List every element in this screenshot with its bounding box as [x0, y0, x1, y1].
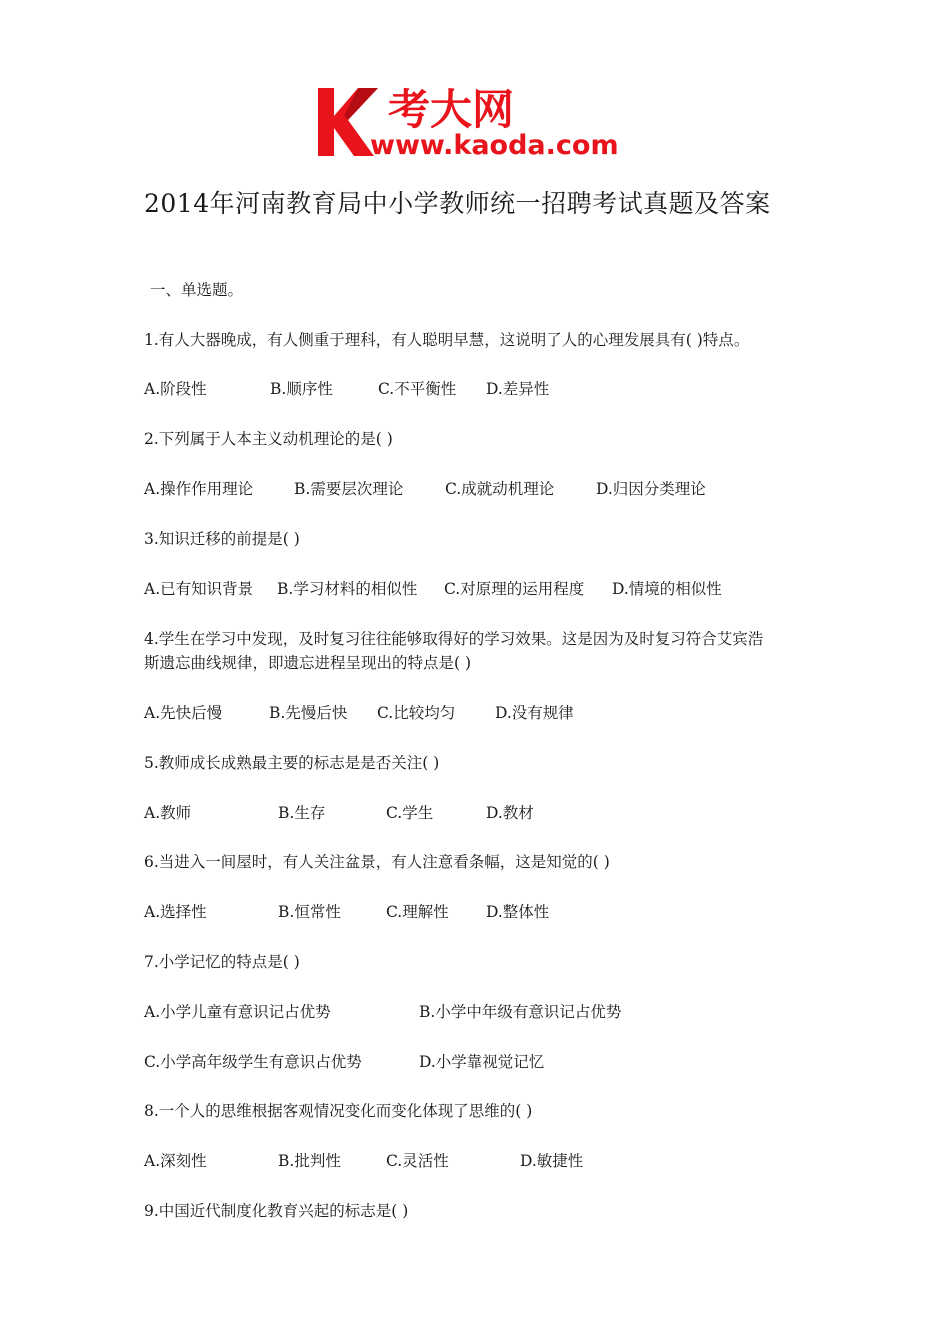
option-b: B.小学中年级有意识记占优势 [419, 1003, 622, 1021]
question-6: 6.当进入一间屋时，有人关注盆景，有人注意看条幅，这是知觉的( ) [144, 853, 610, 871]
option-d: D.归因分类理论 [596, 480, 706, 498]
question-4-line-1: 4.学生在学习中发现，及时复习往往能够取得好的学习效果。这是因为及时复习符合艾宾浩 [144, 630, 764, 648]
option-d: D.整体性 [486, 903, 550, 921]
option-a: A.操作作用理论 [144, 480, 254, 498]
option-d: D.没有规律 [495, 704, 574, 722]
page-title: 2014年河南教育局中小学教师统一招聘考试真题及答案 [144, 189, 771, 218]
option-c: C.比较均匀 [377, 704, 456, 722]
option-d: D.教材 [486, 804, 534, 822]
option-a: A.教师 [144, 804, 192, 822]
option-b: B.顺序性 [270, 380, 333, 398]
question-9: 9.中国近代制度化教育兴起的标志是( ) [144, 1202, 409, 1220]
section-heading: 一、单选题。 [150, 281, 244, 299]
option-d: D.差异性 [486, 380, 550, 398]
question-4-line-2: 斯遗忘曲线规律，即遗忘进程呈现出的特点是( ) [144, 654, 472, 672]
question-1: 1.有人大器晚成，有人侧重于理科，有人聪明早慧，这说明了人的心理发展具有( )特点。 [144, 331, 750, 349]
question-7: 7.小学记忆的特点是( ) [144, 953, 300, 971]
option-c: C.灵活性 [386, 1152, 449, 1170]
option-c: C.不平衡性 [378, 380, 457, 398]
option-c: C.成就动机理论 [445, 480, 555, 498]
option-a: A.已有知识背景 [144, 580, 254, 598]
option-c: C.理解性 [386, 903, 449, 921]
option-d: D.情境的相似性 [612, 580, 722, 598]
option-a: A.深刻性 [144, 1152, 207, 1170]
option-b: B.先慢后快 [269, 704, 348, 722]
kaoda-logo-mark [318, 82, 638, 162]
option-b: B.需要层次理论 [294, 480, 404, 498]
option-d: D.小学靠视觉记忆 [419, 1053, 545, 1071]
option-c: C.小学高年级学生有意识占优势 [144, 1053, 362, 1071]
option-d: D.敏捷性 [520, 1152, 584, 1170]
option-b: B.学习材料的相似性 [277, 580, 418, 598]
svg-text:www.kaoda.com: www.kaoda.com [370, 130, 619, 161]
option-a: A.小学儿童有意识记占优势 [144, 1003, 331, 1021]
option-b: B.生存 [278, 804, 326, 822]
kaoda-logo [318, 82, 638, 162]
option-a: A.选择性 [144, 903, 207, 921]
svg-text:考大网: 考大网 [388, 85, 515, 134]
option-b: B.批判性 [278, 1152, 341, 1170]
option-c: C.对原理的运用程度 [444, 580, 585, 598]
option-a: A.阶段性 [144, 380, 207, 398]
option-c: C.学生 [386, 804, 434, 822]
question-2: 2.下列属于人本主义动机理论的是( ) [144, 430, 393, 448]
question-3: 3.知识迁移的前提是( ) [144, 530, 300, 548]
option-b: B.恒常性 [278, 903, 341, 921]
option-a: A.先快后慢 [144, 704, 223, 722]
question-8: 8.一个人的思维根据客观情况变化而变化体现了思维的( ) [144, 1102, 533, 1120]
question-5: 5.教师成长成熟最主要的标志是是否关注( ) [144, 754, 440, 772]
